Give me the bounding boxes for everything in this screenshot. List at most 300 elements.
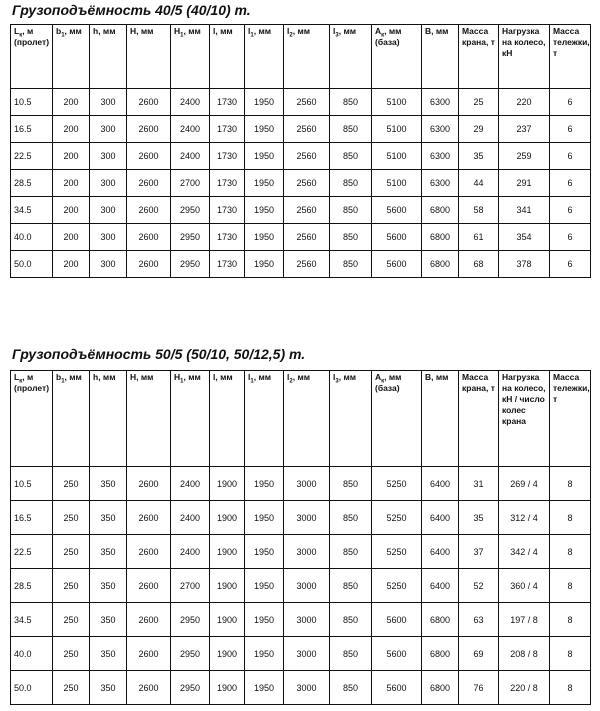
table-cell: 1900: [210, 501, 245, 535]
header-main-text: Нагрузка на колесо, кН: [502, 26, 546, 58]
table-cell: 1950: [245, 569, 284, 603]
table-cell: 76: [459, 671, 499, 705]
table-cell: 1900: [210, 671, 245, 705]
table-cell: 22.5: [11, 143, 53, 170]
table-cell: 1950: [245, 671, 284, 705]
table-cell: 8: [550, 501, 591, 535]
header-rest-text: , мм: [64, 372, 82, 382]
table-cell: 2400: [171, 467, 210, 501]
header-rest-text: , мм: [253, 26, 272, 36]
table-cell: 354: [499, 224, 550, 251]
header-main-text: l: [248, 26, 251, 36]
header-subscript: 1: [250, 378, 254, 385]
table-cell: 850: [330, 143, 372, 170]
table-row: [11, 569, 591, 603]
table-cell: 3000: [284, 671, 330, 705]
table-row: [11, 251, 591, 278]
header-main-text: Масса крана, т: [462, 372, 495, 393]
table-cell: 1950: [245, 251, 284, 278]
table-cell: 61: [459, 224, 499, 251]
header-rest-text: , мм: [292, 372, 311, 382]
table-cell: 8: [550, 603, 591, 637]
table-cell: 2600: [127, 569, 171, 603]
table-cell: 850: [330, 467, 372, 501]
table-cell: 1950: [245, 89, 284, 116]
table-cell: 6400: [422, 501, 459, 535]
table-cell: 291: [499, 170, 550, 197]
table-cell: 63: [459, 603, 499, 637]
table-cell: 850: [330, 569, 372, 603]
table-cell: 360 / 4: [499, 569, 550, 603]
table-cell: 1950: [245, 197, 284, 224]
table-cell: 1730: [210, 197, 245, 224]
table-row: [11, 143, 591, 170]
table-cell: 6400: [422, 569, 459, 603]
table2-header-cell: [459, 371, 499, 467]
table-cell: 1950: [245, 603, 284, 637]
header-main-text: l: [287, 26, 290, 36]
table-cell: 2950: [171, 251, 210, 278]
table-cell: 1950: [245, 535, 284, 569]
header-main-text: h, мм: [93, 372, 116, 382]
header-main-text: H, мм: [130, 372, 154, 382]
table-cell: 3000: [284, 501, 330, 535]
table-cell: 35: [459, 501, 499, 535]
table-cell: 16.5: [11, 501, 53, 535]
table-cell: 6400: [422, 467, 459, 501]
table-cell: 300: [90, 143, 127, 170]
table-cell: 5600: [372, 637, 422, 671]
table2-header-cell: [245, 371, 284, 467]
header-main-text: b: [56, 26, 62, 36]
table-cell: 5600: [372, 671, 422, 705]
table-cell: 250: [53, 603, 90, 637]
table-cell: 250: [53, 671, 90, 705]
table-row: [11, 89, 591, 116]
table-cell: 2950: [171, 637, 210, 671]
table-cell: 1730: [210, 170, 245, 197]
table-cell: 6: [550, 170, 591, 197]
table-cell: 300: [90, 89, 127, 116]
table-cell: 69: [459, 637, 499, 671]
table-cell: 16.5: [11, 116, 53, 143]
table-cell: 6: [550, 89, 591, 116]
header-rest-text: , мм (база): [375, 372, 402, 393]
table-cell: 2700: [171, 569, 210, 603]
table-cell: 8: [550, 535, 591, 569]
table-row: [11, 224, 591, 251]
table1-title: Грузоподъёмность 40/5 (40/10) т.: [12, 2, 251, 18]
table-cell: 850: [330, 501, 372, 535]
table-cell: 2400: [171, 535, 210, 569]
header-subscript: 2: [289, 378, 293, 385]
header-main-text: Масса крана, т: [462, 26, 495, 47]
table-cell: 6300: [422, 116, 459, 143]
table1: [10, 24, 591, 278]
table2-header-cell: [127, 371, 171, 467]
header-subscript: к: [381, 378, 385, 385]
table-cell: 5600: [372, 197, 422, 224]
table-cell: 200: [53, 197, 90, 224]
header-main-text: l, мм: [213, 372, 233, 382]
table-cell: 3000: [284, 535, 330, 569]
header-main-text: Масса тележки, т: [553, 26, 590, 58]
table-cell: 200: [53, 89, 90, 116]
table-row: [11, 637, 591, 671]
header-main-text: Масса тележки, т: [553, 372, 590, 404]
table-cell: 220 / 8: [499, 671, 550, 705]
header-main-text: h, мм: [93, 26, 116, 36]
table-cell: 2600: [127, 603, 171, 637]
table-cell: 250: [53, 467, 90, 501]
table-cell: 2950: [171, 603, 210, 637]
table-cell: 58: [459, 197, 499, 224]
header-main-text: l: [248, 372, 251, 382]
table-cell: 8: [550, 569, 591, 603]
table-cell: 2950: [171, 224, 210, 251]
table-cell: 40.0: [11, 637, 53, 671]
header-main-text: l: [287, 372, 290, 382]
table1-header-cell: [372, 25, 422, 89]
table1-header-cell: [90, 25, 127, 89]
table-cell: 5100: [372, 116, 422, 143]
table1-header-cell: [127, 25, 171, 89]
header-rest-text: , мм (база): [375, 26, 402, 47]
table-cell: 1950: [245, 224, 284, 251]
table-cell: 1950: [245, 467, 284, 501]
table-row: [11, 603, 591, 637]
table2-header-cell: [372, 371, 422, 467]
table-cell: 250: [53, 501, 90, 535]
table-cell: 6800: [422, 603, 459, 637]
table-cell: 34.5: [11, 603, 53, 637]
table-cell: 6300: [422, 170, 459, 197]
table-cell: 8: [550, 671, 591, 705]
table1-header-cell: [171, 25, 210, 89]
table-cell: 350: [90, 467, 127, 501]
table1-header-cell: [330, 25, 372, 89]
table-cell: 1950: [245, 116, 284, 143]
table-cell: 259: [499, 143, 550, 170]
table-cell: 1950: [245, 637, 284, 671]
table-cell: 2700: [171, 170, 210, 197]
table-cell: 850: [330, 535, 372, 569]
table-cell: 25: [459, 89, 499, 116]
table-cell: 2600: [127, 170, 171, 197]
table1-header-cell: [284, 25, 330, 89]
table-cell: 40.0: [11, 224, 53, 251]
table-cell: 2400: [171, 501, 210, 535]
table-cell: 6400: [422, 535, 459, 569]
table-cell: 35: [459, 143, 499, 170]
table-cell: 197 / 8: [499, 603, 550, 637]
table-cell: 2560: [284, 251, 330, 278]
table1-header-cell: [459, 25, 499, 89]
table-cell: 2560: [284, 143, 330, 170]
header-subscript: к: [19, 378, 23, 385]
table-row: [11, 501, 591, 535]
table2-header-cell: [90, 371, 127, 467]
header-rest-text: , м (пролет): [14, 26, 50, 47]
table1-header-row: [11, 25, 591, 89]
header-main-text: H: [174, 372, 181, 382]
header-rest-text: , м (пролет): [14, 372, 50, 393]
table2-header-cell: [284, 371, 330, 467]
table-row: [11, 116, 591, 143]
table-cell: 8: [550, 637, 591, 671]
table-cell: 44: [459, 170, 499, 197]
header-main-text: b: [56, 372, 62, 382]
table-cell: 1730: [210, 224, 245, 251]
table-cell: 1900: [210, 467, 245, 501]
header-main-text: H: [174, 26, 181, 36]
table-cell: 68: [459, 251, 499, 278]
table-cell: 6: [550, 251, 591, 278]
table-cell: 2600: [127, 224, 171, 251]
table-cell: 1900: [210, 535, 245, 569]
table-cell: 250: [53, 569, 90, 603]
table-cell: 31: [459, 467, 499, 501]
table-cell: 350: [90, 501, 127, 535]
table-cell: 350: [90, 569, 127, 603]
table-cell: 300: [90, 197, 127, 224]
table2-header-cell: [330, 371, 372, 467]
header-rest-text: , мм: [292, 26, 311, 36]
header-main-text: L: [14, 372, 20, 382]
table-cell: 22.5: [11, 535, 53, 569]
table-cell: 1730: [210, 143, 245, 170]
table-cell: 200: [53, 170, 90, 197]
table-cell: 6: [550, 197, 591, 224]
table-cell: 1950: [245, 170, 284, 197]
table1-header-cell: [210, 25, 245, 89]
table-cell: 6: [550, 143, 591, 170]
table-cell: 37: [459, 535, 499, 569]
table-cell: 6: [550, 116, 591, 143]
table-row: [11, 535, 591, 569]
table-cell: 29: [459, 116, 499, 143]
table-cell: 250: [53, 535, 90, 569]
table-cell: 237: [499, 116, 550, 143]
table-cell: 34.5: [11, 197, 53, 224]
header-main-text: B, мм: [425, 26, 449, 36]
table-cell: 378: [499, 251, 550, 278]
table-cell: 312 / 4: [499, 501, 550, 535]
table-cell: 6800: [422, 671, 459, 705]
table-row: [11, 197, 591, 224]
table-cell: 2560: [284, 197, 330, 224]
header-main-text: l: [333, 372, 336, 382]
header-subscript: 1: [61, 378, 65, 385]
header-subscript: 3: [335, 32, 339, 39]
table-cell: 2600: [127, 501, 171, 535]
table-cell: 2600: [127, 89, 171, 116]
table-cell: 208 / 8: [499, 637, 550, 671]
table-cell: 6800: [422, 637, 459, 671]
header-subscript: к: [381, 32, 385, 39]
table-cell: 3000: [284, 637, 330, 671]
table-cell: 2600: [127, 251, 171, 278]
table-cell: 300: [90, 224, 127, 251]
table-cell: 269 / 4: [499, 467, 550, 501]
table-cell: 1950: [245, 143, 284, 170]
table-cell: 28.5: [11, 569, 53, 603]
table-cell: 300: [90, 251, 127, 278]
table-cell: 5250: [372, 535, 422, 569]
header-main-text: Нагрузка на колесо, кН / число колес крана: [502, 372, 546, 426]
table-cell: 3000: [284, 603, 330, 637]
table-cell: 10.5: [11, 467, 53, 501]
table-cell: 5600: [372, 251, 422, 278]
header-subscript: к: [19, 32, 23, 39]
table-cell: 5600: [372, 224, 422, 251]
table-cell: 5100: [372, 170, 422, 197]
header-rest-text: , мм: [183, 26, 201, 36]
header-main-text: l, мм: [213, 26, 233, 36]
table-cell: 2600: [127, 671, 171, 705]
table-cell: 1730: [210, 251, 245, 278]
header-subscript: 1: [180, 32, 184, 39]
header-rest-text: , мм: [64, 26, 82, 36]
table-cell: 2600: [127, 535, 171, 569]
header-main-text: L: [14, 26, 20, 36]
table-cell: 850: [330, 170, 372, 197]
table-cell: 5100: [372, 143, 422, 170]
table-cell: 350: [90, 603, 127, 637]
table1-header-cell: [499, 25, 550, 89]
table-cell: 2600: [127, 197, 171, 224]
header-main-text: H, мм: [130, 26, 154, 36]
table-cell: 350: [90, 535, 127, 569]
table-cell: 2600: [127, 637, 171, 671]
header-subscript: 1: [180, 378, 184, 385]
table-cell: 850: [330, 89, 372, 116]
header-subscript: 1: [61, 32, 65, 39]
table-cell: 2600: [127, 467, 171, 501]
table2-header-cell: [11, 371, 53, 467]
table-cell: 850: [330, 637, 372, 671]
table2-header-cell: [171, 371, 210, 467]
table-cell: 200: [53, 224, 90, 251]
table-row: [11, 170, 591, 197]
table-cell: 6300: [422, 143, 459, 170]
table-cell: 2950: [171, 197, 210, 224]
header-rest-text: , мм: [338, 26, 357, 36]
table-cell: 52: [459, 569, 499, 603]
table-cell: 300: [90, 116, 127, 143]
header-subscript: 1: [250, 32, 254, 39]
table-cell: 5600: [372, 603, 422, 637]
table-cell: 10.5: [11, 89, 53, 116]
table-cell: 850: [330, 671, 372, 705]
table-cell: 6: [550, 224, 591, 251]
table2-header-cell: [422, 371, 459, 467]
table-cell: 1900: [210, 603, 245, 637]
table-cell: 1730: [210, 116, 245, 143]
table-cell: 2600: [127, 143, 171, 170]
table-cell: 8: [550, 467, 591, 501]
table-cell: 6300: [422, 89, 459, 116]
table-cell: 220: [499, 89, 550, 116]
table-cell: 850: [330, 197, 372, 224]
table2-title: Грузоподъёмность 50/5 (50/10, 50/12,5) т.: [12, 346, 306, 362]
table-cell: 200: [53, 116, 90, 143]
table-cell: 350: [90, 637, 127, 671]
table-cell: 3000: [284, 569, 330, 603]
table-cell: 2560: [284, 116, 330, 143]
table-cell: 2400: [171, 89, 210, 116]
table-cell: 200: [53, 251, 90, 278]
table1-header-cell: [53, 25, 90, 89]
table1-header-cell: [11, 25, 53, 89]
table-cell: 2400: [171, 143, 210, 170]
table-row: [11, 467, 591, 501]
table2-header-cell: [499, 371, 550, 467]
table-cell: 5250: [372, 501, 422, 535]
table-cell: 5250: [372, 569, 422, 603]
table-cell: 5250: [372, 467, 422, 501]
table-cell: 3000: [284, 467, 330, 501]
table-cell: 50.0: [11, 251, 53, 278]
table-cell: 350: [90, 671, 127, 705]
table-cell: 5100: [372, 89, 422, 116]
table-cell: 6800: [422, 224, 459, 251]
table-cell: 850: [330, 251, 372, 278]
table-cell: 28.5: [11, 170, 53, 197]
table-cell: 1900: [210, 569, 245, 603]
table2-header-cell: [210, 371, 245, 467]
header-rest-text: , мм: [183, 372, 201, 382]
table-cell: 2400: [171, 116, 210, 143]
table-cell: 1900: [210, 637, 245, 671]
header-subscript: 3: [335, 378, 339, 385]
table-cell: 2560: [284, 89, 330, 116]
table-row: [11, 671, 591, 705]
table2-header-cell: [550, 371, 591, 467]
header-rest-text: , мм: [253, 372, 272, 382]
header-main-text: l: [333, 26, 336, 36]
table-cell: 2950: [171, 671, 210, 705]
table-cell: 300: [90, 170, 127, 197]
header-rest-text: , мм: [338, 372, 357, 382]
table-cell: 6800: [422, 197, 459, 224]
table-cell: 850: [330, 224, 372, 251]
table-cell: 250: [53, 637, 90, 671]
table-cell: 2600: [127, 116, 171, 143]
table-cell: 200: [53, 143, 90, 170]
header-main-text: A: [375, 372, 382, 382]
table-cell: 850: [330, 116, 372, 143]
header-subscript: 2: [289, 32, 293, 39]
table2: [10, 370, 591, 705]
table-cell: 2560: [284, 170, 330, 197]
table-cell: 1730: [210, 89, 245, 116]
table-cell: 50.0: [11, 671, 53, 705]
table2-header-row: [11, 371, 591, 467]
table2-header-cell: [53, 371, 90, 467]
table1-header-cell: [245, 25, 284, 89]
table-cell: 341: [499, 197, 550, 224]
table-cell: 850: [330, 603, 372, 637]
table1-header-cell: [422, 25, 459, 89]
table1-header-cell: [550, 25, 591, 89]
header-main-text: A: [375, 26, 382, 36]
header-main-text: B, мм: [425, 372, 449, 382]
table-cell: 2560: [284, 224, 330, 251]
table-cell: 6800: [422, 251, 459, 278]
table-cell: 1950: [245, 501, 284, 535]
table-cell: 342 / 4: [499, 535, 550, 569]
